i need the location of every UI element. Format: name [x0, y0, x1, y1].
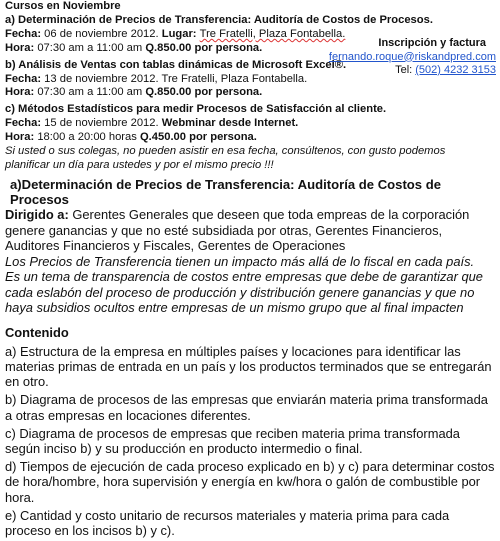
course-a-title: a) Determinación de Precios de Transferencia: Auditoría de Costos de Procesos.: [5, 13, 433, 26]
hora-label: Hora:: [5, 131, 38, 144]
hora-label: Hora:: [5, 86, 38, 99]
section-block: [5, 177, 497, 315]
price: Q.850.00 por persona.: [145, 41, 263, 54]
list-item: d) Tiempos de ejecución de cada proceso explicado en b) y c) para determinar costos de hora/hombre, hora supervisión y energía en kw/hora o galón de combustible por hora.: [5, 459, 495, 505]
price: Q.850.00 por persona.: [145, 86, 263, 99]
hora-value: 18:00 a 20:00 horas: [37, 131, 140, 144]
document: [5, 0, 497, 541]
fecha-extra: Webminar desde Internet.: [161, 117, 299, 130]
course-c-title: c) Métodos Estadísticos para medir Procesos de Satisfacción al cliente.: [5, 103, 387, 116]
list-item: a) Estructura de la empresa en múltiples países y locaciones para identificar las materias primas de entrada en un país y los productos terminados que se entregarán en otro.: [5, 343, 492, 390]
contact-heading: Inscripción y factura: [378, 37, 486, 49]
hora-value: 07:30 am a 11:00 am: [37, 86, 146, 99]
italic-paragraph-2: Es un tema de transparencia de costos entre empresas que debe de garantizar que cada eslabón del proceso de producción y distribución genere ganancias y que no haya subsidios ocultos entre empresas de un mismo grupo que al final impacten: [5, 269, 483, 315]
phone-label: Tel:: [395, 64, 416, 76]
email-link[interactable]: fernando.roque@riskandpred.com: [328, 50, 496, 63]
course-b-title: b) Análisis de Ventas con tablas dinámicas de Microsoft Excel®.: [5, 58, 347, 71]
section-title: a)Determinación de Precios de Transferencia: Auditoría de Costos de Procesos: [10, 176, 441, 208]
phone-link[interactable]: (502) 4232 3153: [415, 64, 496, 76]
fecha-value: 06 de noviembre 2012.: [44, 27, 162, 40]
courses-block: [5, 0, 497, 173]
note-line-2: planificar un día para ustedes y por el mismo precio !!!: [5, 158, 274, 171]
contenido-heading: Contenido: [5, 325, 69, 341]
course-c-fecha: [5, 117, 497, 131]
fecha-value: 15 de noviembre 2012.: [44, 117, 162, 130]
fecha-label: Fecha:: [5, 72, 45, 85]
lugar-value: Tre Fratelli, Plaza Fontabella.: [199, 27, 346, 40]
note-line-1: Si usted o sus colegas, no pueden asistir en esa fecha, consúltenos, con gusto podemos: [5, 145, 446, 158]
dirigido-text: Gerentes Generales que deseen que toda empreas de la corporación genere ganancias y que no esté subsidiada por otras, Gerentes Financieros, Auditores Financieros y Fiscales, Gerentes de Operaciones: [5, 207, 470, 254]
italic-paragraph-1: Los Precios de Transferencia tienen un impacto más allá de lo fiscal en cada país.: [5, 253, 475, 269]
course-c-hora: [5, 131, 497, 145]
fecha-label: Fecha:: [5, 27, 45, 40]
course-b-hora: [5, 86, 497, 100]
list-item: e) Cantidad y costo unitario de recursos materiales y materia prima para cada proceso en los incisos b) y c).: [5, 507, 450, 538]
fecha-value: 13 de noviembre 2012. Tre Fratelli, Plaza Fontabella.: [44, 72, 308, 85]
courses-heading: Cursos en Noviembre: [5, 0, 121, 12]
dirigido-paragraph: [5, 207, 497, 253]
hora-value: 07:30 am a 11:00 am: [37, 41, 146, 54]
dirigido-label: Dirigido a:: [5, 207, 73, 223]
phone-line: [329, 64, 496, 78]
price: Q.450.00 por persona.: [139, 131, 257, 144]
list-item: b) Diagrama de procesos de las empresas que enviarán materia prima transformada a otras empresas en locaciones diferentes.: [5, 392, 488, 423]
list-item: c) Diagrama de procesos de empresas que reciben materia prima transformada según inciso b) y su producción en producto intermedio o final.: [5, 425, 460, 456]
hora-label: Hora:: [5, 41, 38, 54]
contenido-list: [5, 344, 497, 538]
contact-block: [329, 37, 496, 78]
lugar-label: Lugar:: [161, 27, 200, 40]
fecha-label: Fecha:: [5, 117, 45, 130]
